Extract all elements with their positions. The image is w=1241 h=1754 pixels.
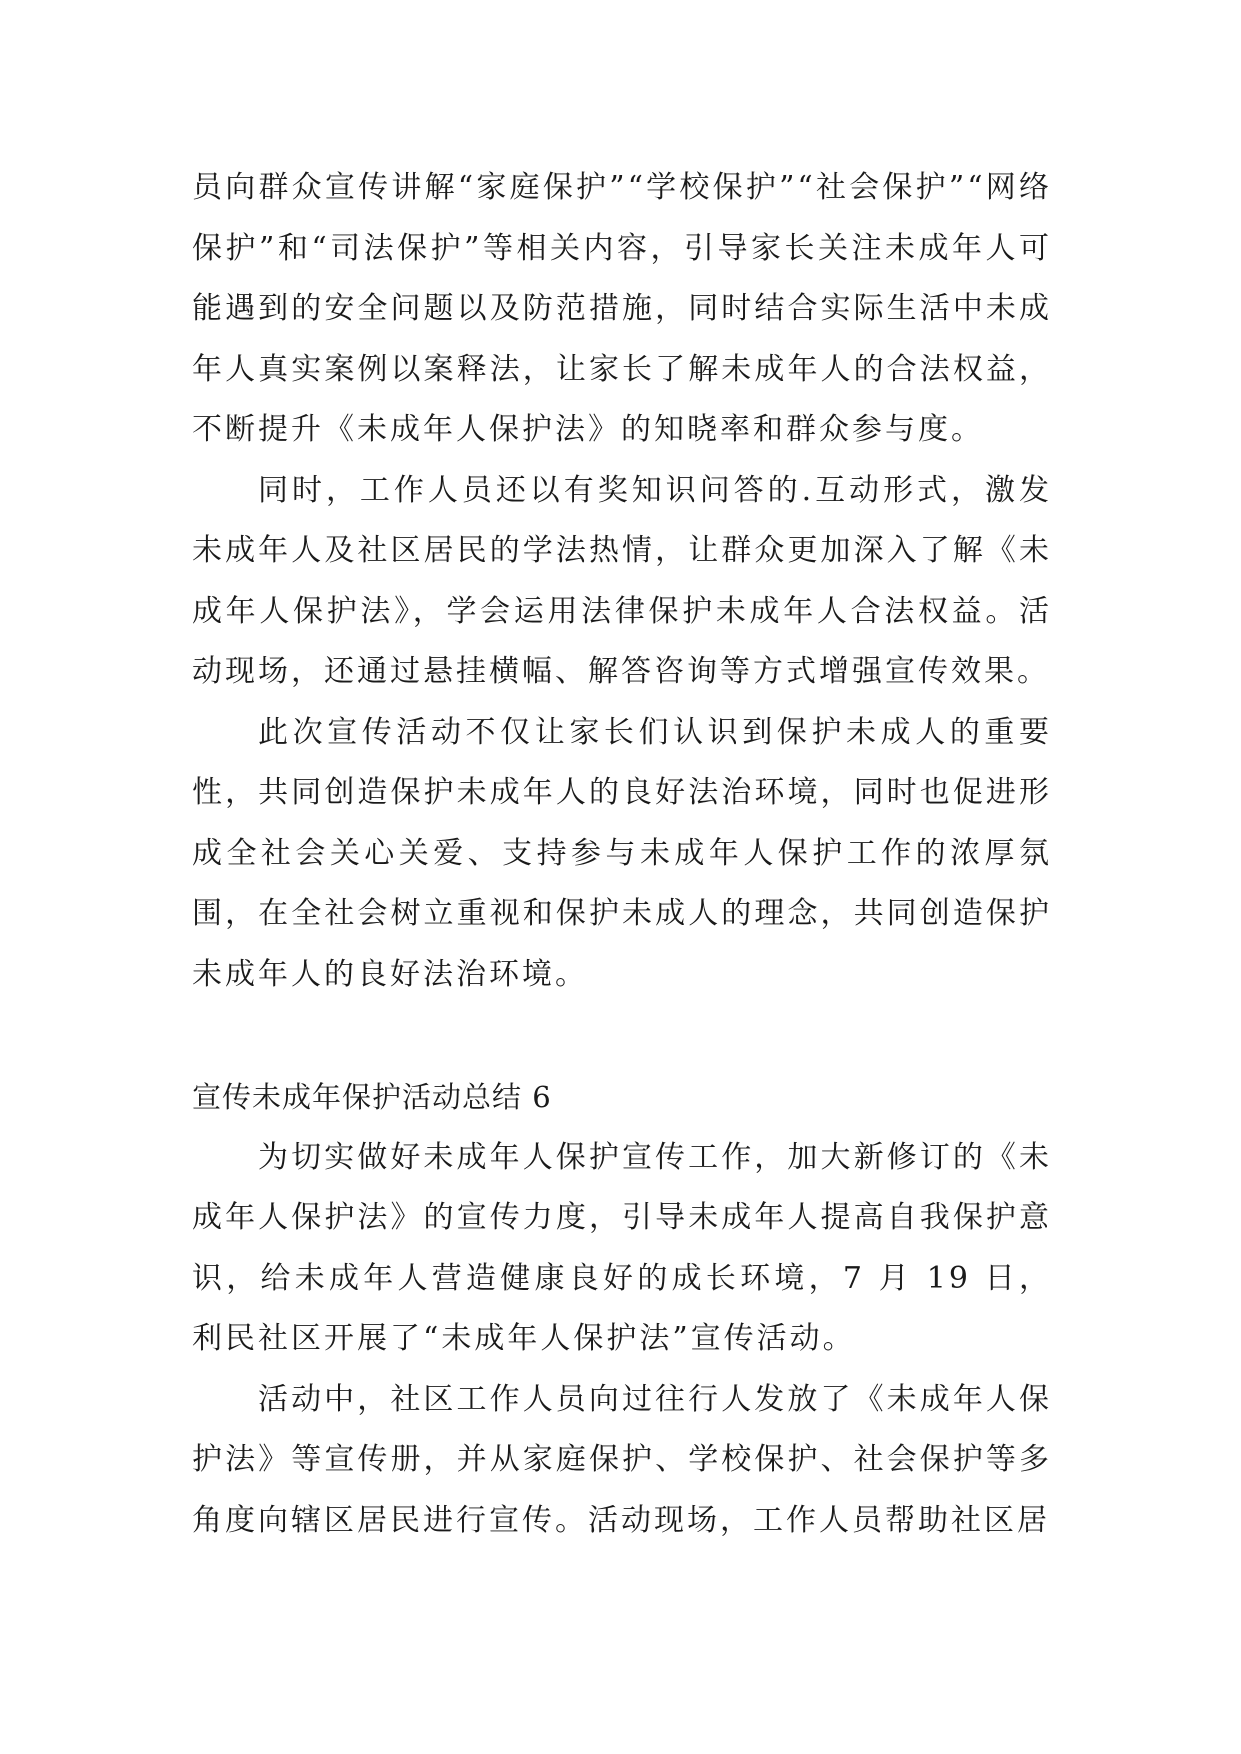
paragraph-quiz-activity: 同时，工作人员还以有奖知识问答的.互动形式，激发未成年人及社区居民的学法热情，让群众更加深入了解《未成年人保护法》，学会运用法律保护未成年人合法权益。活动现场，还通过悬挂横幅、解答咨询等方式增强宣传效果。 (192, 472, 1052, 689)
paragraph-campaign-intro: 为切实做好未成年人保护宣传工作，加大新修订的《未成年人保护法》的宣传力度，引导未成年人提高自我保护意识，给未成年人营造健康良好的成长环境，7 月 19 日，利民社区开展了“未成年人保护法”宣传活动。 (192, 1139, 1052, 1356)
paragraph-activity-significance: 此次宣传活动不仅让家长们认识到保护未成人的重要性，共同创造保护未成年人的良好法治环境，同时也促进形成全社会关心关爱、支持参与未成年人保护工作的浓厚氛围，在全社会树立重视和保护未成人的理念，共同创造保护未成年人的良好法治环境。 (192, 714, 1052, 992)
paragraph-activity-details: 活动中，社区工作人员向过往行人发放了《未成年人保护法》等宣传册，并从家庭保护、学校保护、社会保护等多角度向辖区居民进行宣传。活动现场，工作人员帮助社区居 (192, 1381, 1052, 1538)
section-heading: 宣传未成年保护活动总结 6 (192, 1080, 552, 1114)
paragraph-continued: 员向群众宣传讲解“家庭保护”“学校保护”“社会保护”“网络保护”和“司法保护”等相关内容，引导家长关注未成年人可能遇到的安全问题以及防范措施，同时结合实际生活中未成年人真实案例以案释法，让家长了解未成年人的合法权益，不断提升《未成年人保护法》的知晓率和群众参与度。 (192, 170, 1052, 447)
document-body (192, 158, 1052, 1551)
